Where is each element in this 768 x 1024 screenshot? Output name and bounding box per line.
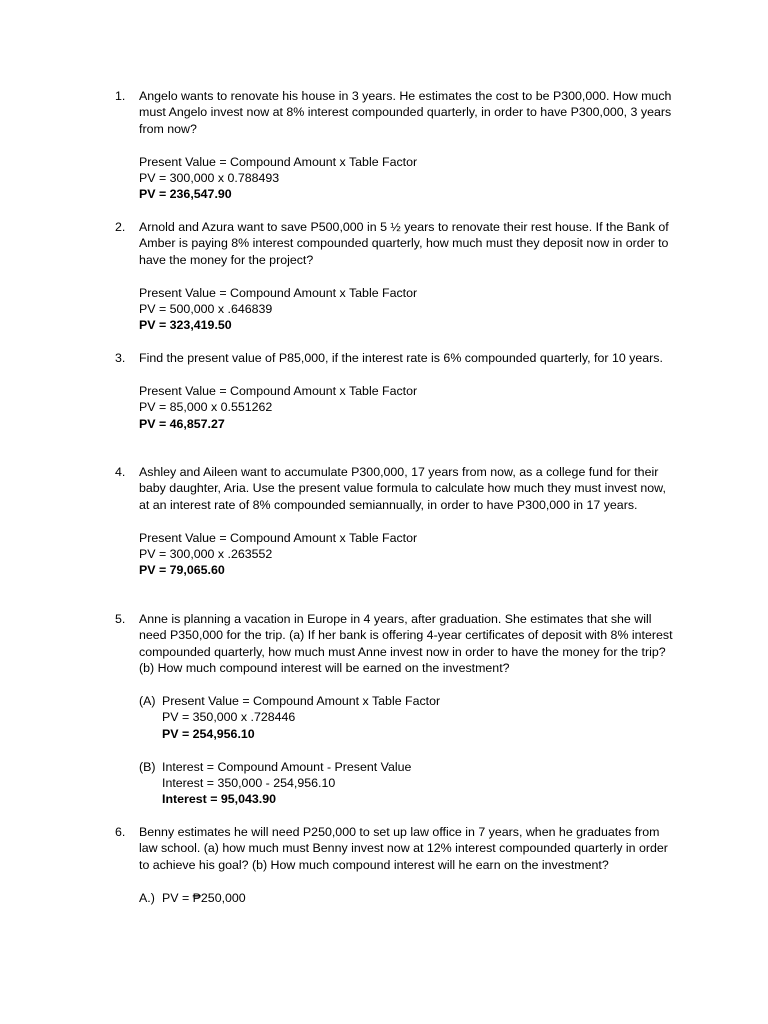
problem-number: 2. bbox=[115, 220, 126, 234]
result-line: PV = 79,065.60 bbox=[139, 563, 225, 578]
result-line: PV = 323,419.50 bbox=[139, 318, 232, 333]
problem-number: 6. bbox=[115, 825, 126, 839]
solution-block bbox=[139, 530, 675, 579]
result-line: PV = 254,956.10 bbox=[162, 726, 255, 741]
solution-block bbox=[139, 154, 675, 203]
solution-block bbox=[139, 285, 675, 334]
problem-question: Arnold and Azura want to save P500,000 in 5 ½ years to renovate their rest house. If the Bank of Amber is paying 8% interest compounded quarterly, how much must they deposit now in order to have the money for the project? bbox=[139, 220, 669, 267]
formula-line: Interest = Compound Amount - Present Value bbox=[162, 759, 412, 774]
result-line: PV = 236,547.90 bbox=[139, 187, 232, 202]
problem-number: 4. bbox=[115, 465, 126, 479]
result-line: Interest = 95,043.90 bbox=[162, 792, 277, 807]
problem-question: Benny estimates he will need P250,000 to set up law office in 7 years, when he graduates from law school. (a) how much must Benny invest now at 12% interest compounded quarterly in order to achieve his goal? (b) How much compound interest will he earn on the investment? bbox=[139, 825, 668, 872]
calculation-line: PV = 300,000 x 0.788493 bbox=[139, 171, 280, 186]
problem-question: Find the present value of P85,000, if the interest rate is 6% compounded quarterly, for 10 years. bbox=[139, 351, 663, 365]
formula-line: Present Value = Compound Amount x Table Factor bbox=[139, 285, 418, 300]
calculation-line: PV = 85,000 x 0.551262 bbox=[139, 400, 273, 415]
calculation-line: PV = ₱250,000 bbox=[162, 890, 246, 905]
problem-question: Anne is planning a vacation in Europe in 4 years, after graduation. She estimates that she will need P350,000 for the trip. (a) If her bank is offering 4-year certificates of deposit with 8% interest compounded quarterly, how much must Anne invest now in order to have the money for the trip? (b) How much compound interest will be earned on the investment? bbox=[139, 612, 673, 676]
formula-line: Present Value = Compound Amount x Table Factor bbox=[139, 154, 418, 169]
part-label: (A) bbox=[139, 694, 156, 709]
calculation-line: Interest = 350,000 - 254,956.10 bbox=[162, 776, 336, 791]
part-a bbox=[139, 890, 675, 906]
calculation-line: PV = 500,000 x .646839 bbox=[139, 302, 273, 317]
problem-question: Ashley and Aileen want to accumulate P300,000, 17 years from now, as a college fund for their baby daughter, Aria. Use the present value formula to calculate how much they must invest now, at an interest rate of 8% compounded semiannually, in order to have P300,000 in 17 years. bbox=[139, 465, 666, 512]
part-b bbox=[139, 759, 675, 808]
formula-line: Present Value = Compound Amount x Table Factor bbox=[139, 530, 418, 545]
formula-line: Present Value = Compound Amount x Table Factor bbox=[139, 383, 418, 398]
problem-number: 1. bbox=[115, 89, 126, 103]
result-line: PV = 46,857.27 bbox=[139, 416, 225, 431]
problem-number: 3. bbox=[115, 351, 126, 365]
part-a bbox=[139, 693, 675, 742]
part-label: A.) bbox=[139, 890, 155, 905]
formula-line: Present Value = Compound Amount x Table Factor bbox=[162, 694, 441, 709]
calculation-line: PV = 350,000 x .728446 bbox=[162, 710, 296, 725]
part-label: (B) bbox=[139, 759, 156, 774]
calculation-line: PV = 300,000 x .263552 bbox=[139, 547, 273, 562]
solution-block bbox=[139, 383, 675, 432]
problem-number: 5. bbox=[115, 612, 126, 626]
problem-question: Angelo wants to renovate his house in 3 years. He estimates the cost to be P300,000. How much must Angelo invest now at 8% interest compounded quarterly, in order to have P300,000, 3 years from now? bbox=[139, 89, 672, 136]
